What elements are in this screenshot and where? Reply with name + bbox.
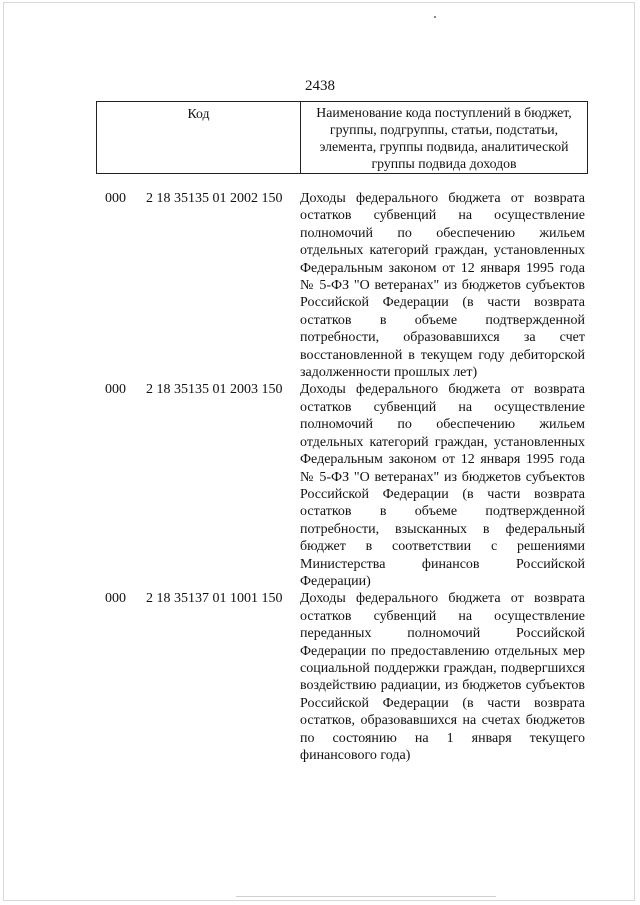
- revenue-code: 2 18 35135 01 2002 150: [146, 191, 283, 206]
- admin-code: 000: [105, 591, 126, 607]
- scan-artifact: [434, 16, 436, 18]
- revenue-description: Доходы федерального бюджета от возврата остатков субвенций на осуществление переданных полномочий Российской Федерации по предоставлению отдельных мер социальной поддержки граждан, подвергшихся воздействию радиации, из бюджетов субъектов Российской Федерации (в части возврата остатков, образовавшихся на счетах бюджетов по состоянию на 1 января текущего финансового года): [300, 591, 585, 763]
- header-code: Код: [97, 102, 301, 174]
- header-name: Наименование кода поступлений в бюджет, группы, подгруппы, статьи, подстатьи, элемента, группы подвида, аналитической группы подвида доходов: [301, 102, 588, 174]
- scan-edge-line: [236, 896, 496, 897]
- page-number: 2438: [305, 78, 335, 94]
- admin-code: 000: [105, 191, 126, 206]
- revenue-code-list: [0, 190, 640, 764]
- revenue-description: Доходы федерального бюджета от возврата остатков субвенций на осуществление полномочий по обеспечению жильем отдельных категорий граждан, установленных Федеральным законом от 12 января 1995 года № 5-ФЗ "О ветеранах" из бюджетов субъектов Российской Федерации (в части возврата остатков в объеме подтвержденной потребности, образовавшихся за счет восстановленной в текущем году дебиторской задолженности прошлых лет): [300, 191, 585, 381]
- revenue-code: 2 18 35137 01 1001 150: [146, 591, 283, 607]
- admin-code: 000: [105, 382, 126, 398]
- list-item: [0, 190, 640, 381]
- list-item: [0, 381, 640, 590]
- revenue-description: Доходы федерального бюджета от возврата остатков субвенций на осуществление полномочий по обеспечению жильем отдельных категорий граждан, установленных Федеральным законом от 12 января 1995 года № 5-ФЗ "О ветеранах" из бюджетов субъектов Российской Федерации (в части возврата остатков в объеме подтвержденной потребности, взысканных в федеральный бюджет в соответствии с решениями Министерства финансов Российской Федерации): [300, 382, 585, 589]
- list-item: [0, 590, 640, 764]
- table-header: [96, 101, 588, 174]
- revenue-code: 2 18 35135 01 2003 150: [146, 382, 283, 398]
